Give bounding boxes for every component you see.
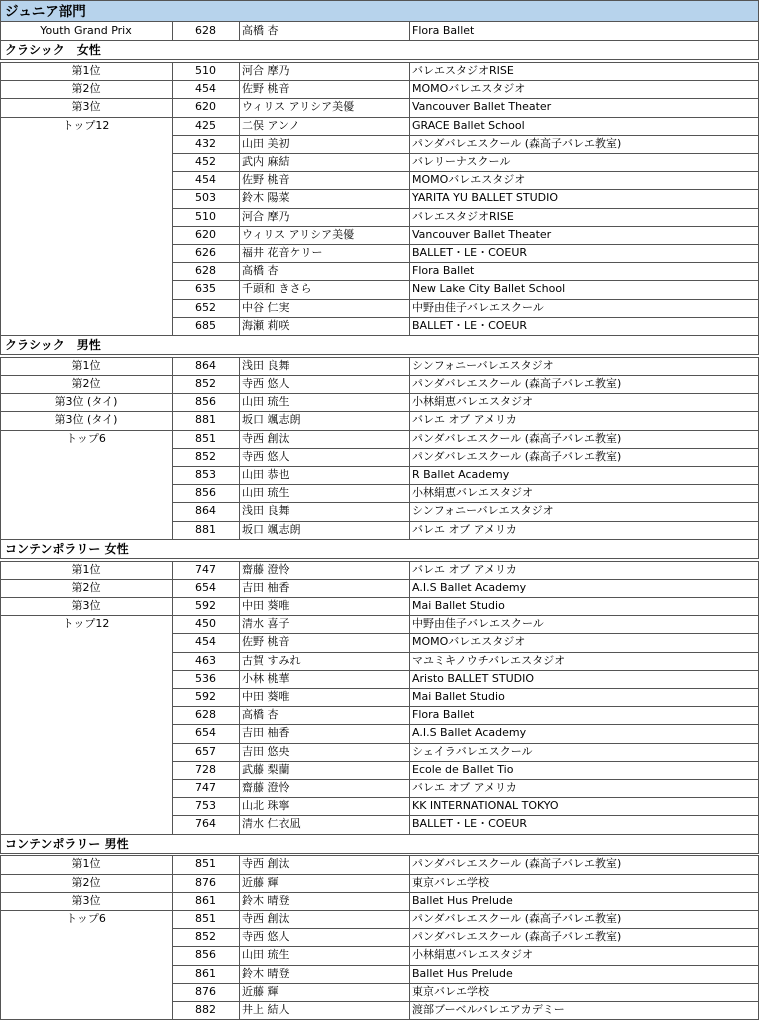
dancer-name-cell: 中谷 仁実 — [242, 300, 290, 314]
grid-line — [0, 62, 1, 335]
school-cell: Vancouver Ballet Theater — [412, 227, 552, 241]
school-cell: KK INTERNATIONAL TOKYO — [412, 799, 559, 813]
entry-number-cell: 851 — [195, 857, 216, 871]
entry-number-cell: 852 — [195, 449, 216, 463]
entry-number-cell: 463 — [195, 653, 216, 667]
rank-cell — [0, 743, 172, 761]
entry-number-cell: 628 — [195, 264, 216, 278]
school-cell: YARITA YU BALLET STUDIO — [412, 191, 559, 205]
table-row — [0, 928, 759, 946]
dancer-name-cell: 坂口 颯志朗 — [242, 522, 301, 536]
school-cell: R Ballet Academy — [412, 468, 510, 481]
school-cell: 東京バレエ学校 — [412, 875, 489, 889]
table-row — [0, 597, 759, 615]
entry-number-cell: 450 — [195, 617, 216, 631]
table-row — [0, 779, 759, 797]
dancer-name-cell: 高橋 杏 — [242, 264, 279, 278]
rank-cell — [0, 815, 172, 833]
rank-cell — [0, 983, 172, 1001]
table-row — [0, 262, 759, 280]
division-title-text: ジュニア部門 — [5, 4, 86, 20]
grid-line — [239, 561, 240, 834]
school-cell: A.I.S Ballet Academy — [412, 726, 527, 740]
school-cell: Flora Ballet — [412, 24, 475, 37]
school-cell: Mai Ballet Studio — [412, 690, 505, 703]
entry-number-cell: 876 — [195, 875, 216, 889]
school-cell: Ballet Hus Prelude — [412, 966, 513, 980]
entry-number-cell: 856 — [195, 948, 216, 962]
table-row — [0, 874, 759, 892]
table-row — [0, 983, 759, 1001]
table-row — [0, 117, 759, 135]
entry-number-cell: 861 — [195, 893, 216, 907]
dancer-name-cell: 寺西 創汰 — [242, 857, 290, 871]
entry-number-cell: 856 — [195, 395, 216, 409]
dancer-name-cell: 福井 花音ケリー — [242, 246, 323, 259]
rank-cell — [0, 299, 172, 317]
table-row — [0, 135, 759, 153]
dancer-name-cell: 鈴木 晴登 — [242, 966, 290, 980]
table-row — [0, 448, 759, 466]
table-row — [0, 466, 759, 484]
entry-number-cell: 510 — [195, 209, 216, 223]
rank-cell: 第3位 (タイ) — [54, 395, 118, 409]
entry-number-cell: 881 — [195, 522, 216, 536]
rank-cell: トップ6 — [66, 431, 106, 445]
rank-cell — [0, 688, 172, 706]
school-cell: MOMOバレエスタジオ — [412, 82, 526, 96]
school-cell: New Lake City Ballet School — [412, 282, 566, 296]
rank-cell — [0, 724, 172, 742]
table-row — [0, 855, 759, 873]
entry-number-cell: 654 — [195, 726, 216, 740]
rank-cell — [0, 928, 172, 946]
entry-number-cell: 503 — [195, 191, 216, 205]
table-row — [0, 910, 759, 928]
dancer-name-cell: 鈴木 晴登 — [242, 893, 290, 907]
rank-cell: 第1位 — [71, 64, 101, 77]
dancer-name-cell: 寺西 創汰 — [242, 912, 290, 925]
entry-number-cell: 685 — [195, 318, 216, 332]
entry-number-cell: 652 — [195, 300, 216, 314]
rank-cell — [0, 1001, 172, 1019]
table-row — [0, 892, 759, 910]
school-cell: バレエ オブ アメリカ — [412, 413, 517, 427]
school-cell: Vancouver Ballet Theater — [412, 100, 552, 114]
rank-cell — [0, 466, 172, 484]
entry-number-cell: 628 — [195, 708, 216, 722]
table-row — [0, 706, 759, 724]
rank-cell: 第2位 — [71, 580, 101, 594]
entry-number-cell: 425 — [195, 118, 216, 132]
rank-cell — [0, 965, 172, 983]
dancer-name-cell: 佐野 桃音 — [242, 82, 290, 96]
entry-number-cell: 861 — [195, 966, 216, 980]
entry-number-cell: 853 — [195, 468, 216, 481]
school-cell: 小林絹恵バレエスタジオ — [412, 486, 533, 500]
dancer-name-cell: 吉田 柚香 — [242, 580, 290, 594]
school-cell: 小林絹恵バレエスタジオ — [412, 395, 533, 409]
school-cell: シンフォニーバレエスタジオ — [412, 358, 554, 372]
entry-number-cell: 851 — [195, 431, 216, 445]
grid-line — [239, 62, 240, 335]
dancer-name-cell: 寺西 創汰 — [242, 431, 290, 445]
dancer-name-cell: 中田 葵唯 — [242, 690, 290, 703]
rank-cell: 第1位 — [71, 562, 101, 576]
grand-prix-row — [0, 22, 759, 40]
rank-cell: 第2位 — [71, 875, 101, 889]
dancer-name-cell: 坂口 颯志朗 — [242, 413, 301, 427]
table-row — [0, 411, 759, 429]
school-cell: BALLET・LE・COEUR — [412, 817, 528, 831]
rank-cell — [0, 135, 172, 153]
table-row — [0, 98, 759, 116]
dancer-name-cell: 寺西 悠人 — [242, 930, 290, 944]
dancer-name-cell: 寺西 悠人 — [242, 449, 290, 463]
school-cell: Ballet Hus Prelude — [412, 893, 513, 907]
grid-line — [239, 855, 240, 1019]
section-header — [0, 40, 759, 60]
entry-number-cell: 657 — [195, 744, 216, 758]
rank-cell — [0, 317, 172, 335]
entry-number-cell: 852 — [195, 377, 216, 390]
dancer-name-cell: 浅田 良舞 — [242, 504, 290, 518]
entry-number-cell: 536 — [195, 671, 216, 685]
rank-cell — [0, 946, 172, 964]
table-row — [0, 797, 759, 815]
dancer-name-cell: 井上 結人 — [242, 1003, 290, 1016]
dancer-name-cell: 寺西 悠人 — [242, 377, 290, 390]
dancer-name-cell: 山田 琉生 — [242, 486, 290, 500]
rank-cell: トップ6 — [66, 912, 106, 925]
rank-cell — [0, 797, 172, 815]
school-cell: パンダバレエスクール (森高子バレエ教室) — [412, 857, 622, 871]
dancer-name-cell: 高橋 杏 — [242, 24, 279, 37]
school-cell: バレエスタジオRISE — [412, 64, 514, 77]
table-row — [0, 280, 759, 298]
entry-number-cell: 753 — [195, 799, 216, 813]
rank-cell: 第1位 — [71, 358, 101, 372]
grid-line — [172, 62, 173, 335]
rank-cell — [0, 262, 172, 280]
dancer-name-cell: ウィリス アリシア美優 — [242, 100, 355, 114]
dancer-name-cell: 清水 仁衣凪 — [242, 817, 301, 831]
entry-number-cell: 881 — [195, 413, 216, 427]
section-header-label: クラシック 男性 — [5, 338, 101, 352]
rank-cell: 第2位 — [71, 82, 101, 96]
entry-number-cell: 432 — [195, 136, 216, 150]
school-cell: バレエ オブ アメリカ — [412, 562, 517, 576]
dancer-name-cell: 鈴木 陽菜 — [242, 191, 290, 205]
table-row — [0, 430, 759, 448]
school-cell: パンダバレエスクール (森高子バレエ教室) — [412, 449, 622, 463]
entry-number-cell: 592 — [195, 690, 216, 703]
table-row — [0, 1001, 759, 1019]
rank-cell — [0, 189, 172, 207]
rank-cell — [0, 153, 172, 171]
school-cell: 中野由佳子バレエスクール — [412, 617, 544, 631]
grid-line — [0, 561, 1, 834]
dancer-name-cell: 山北 珠寧 — [242, 799, 290, 813]
entry-number-cell: 864 — [195, 358, 216, 372]
section-header-label: クラシック 女性 — [5, 43, 101, 58]
grid-line — [0, 855, 759, 856]
section-header — [0, 335, 759, 355]
rank-cell — [0, 670, 172, 688]
grid-line — [409, 62, 410, 335]
rank-cell: トップ12 — [62, 118, 110, 132]
table-row — [0, 946, 759, 964]
entry-number-cell: 851 — [195, 912, 216, 925]
table-row — [0, 62, 759, 80]
grid-line — [409, 855, 410, 1019]
dancer-name-cell: 佐野 桃音 — [242, 635, 290, 649]
dancer-name-cell: 齋藤 澄怜 — [242, 562, 290, 576]
table-row — [0, 633, 759, 651]
school-cell: BALLET・LE・COEUR — [412, 318, 528, 332]
entry-number-cell: 510 — [195, 64, 216, 77]
school-cell: Flora Ballet — [412, 708, 475, 722]
grid-line — [0, 855, 1, 1019]
rank-cell — [0, 448, 172, 466]
dancer-name-cell: 佐野 桃音 — [242, 173, 290, 187]
school-cell: MOMOバレエスタジオ — [412, 173, 526, 187]
section-header-label: コンテンポラリー 男性 — [5, 836, 129, 851]
division-title — [0, 0, 759, 22]
section-header — [0, 834, 759, 854]
grid-line — [409, 22, 410, 40]
table-row — [0, 688, 759, 706]
entry-number-cell: 764 — [195, 817, 216, 831]
entry-number-cell: 620 — [195, 227, 216, 241]
school-cell: 渡部ブーベルバレエアカデミー — [412, 1003, 565, 1016]
entry-number-cell: 654 — [195, 580, 216, 594]
rank-cell: 第2位 — [71, 377, 101, 390]
table-row — [0, 761, 759, 779]
section-header — [0, 539, 759, 559]
rank-cell — [0, 652, 172, 670]
table-row — [0, 615, 759, 633]
school-cell: バレエスタジオRISE — [412, 209, 514, 223]
dancer-name-cell: 河合 摩乃 — [242, 64, 290, 77]
dancer-name-cell: 近藤 輝 — [242, 984, 279, 998]
table-row — [0, 80, 759, 98]
rank-cell — [0, 633, 172, 651]
entry-number-cell: 454 — [195, 173, 216, 187]
rank-cell: トップ12 — [62, 617, 110, 631]
table-row — [0, 317, 759, 335]
dancer-name-cell: 吉田 悠央 — [242, 744, 290, 758]
rank-cell — [0, 208, 172, 226]
school-cell: Ecole de Ballet Tio — [412, 762, 514, 776]
dancer-name-cell: 古賀 すみれ — [242, 653, 301, 667]
school-cell: パンダバレエスクール (森高子バレエ教室) — [412, 136, 622, 150]
table-row — [0, 815, 759, 833]
dancer-name-cell: ウィリス アリシア美優 — [242, 227, 355, 241]
rank-cell — [0, 226, 172, 244]
rank-cell: 第3位 (タイ) — [54, 413, 118, 427]
entry-number-cell: 876 — [195, 984, 216, 998]
table-row — [0, 484, 759, 502]
rank-cell: 第3位 — [71, 893, 101, 907]
table-row — [0, 299, 759, 317]
grid-line — [239, 22, 240, 40]
grid-line — [409, 561, 410, 834]
school-cell: バレリーナスクール — [412, 155, 511, 168]
rank-cell: 第1位 — [71, 857, 101, 871]
table-row — [0, 743, 759, 761]
entry-number-cell: 454 — [195, 82, 216, 96]
dancer-name-cell: 河合 摩乃 — [242, 209, 290, 223]
school-cell: MOMOバレエスタジオ — [412, 635, 526, 649]
school-cell: 東京バレエ学校 — [412, 984, 489, 998]
dancer-name-cell: 山田 琉生 — [242, 948, 290, 962]
table-row — [0, 670, 759, 688]
rank-cell — [0, 761, 172, 779]
dancer-name-cell: 山田 琉生 — [242, 395, 290, 409]
table-row — [0, 561, 759, 579]
dancer-name-cell: 清水 喜子 — [242, 617, 290, 631]
table-row — [0, 393, 759, 411]
dancer-name-cell: 中田 葵唯 — [242, 599, 290, 612]
dancer-name-cell: 海瀬 莉咲 — [242, 318, 290, 332]
dancer-name-cell: 山田 美初 — [242, 136, 290, 150]
rank-cell — [0, 171, 172, 189]
rank-cell — [0, 244, 172, 262]
table-row — [0, 375, 759, 393]
table-row — [0, 244, 759, 262]
entry-number-cell: 626 — [195, 246, 216, 259]
rank-cell — [0, 280, 172, 298]
school-cell: Aristo BALLET STUDIO — [412, 671, 534, 685]
rank-cell: Youth Grand Prix — [40, 24, 132, 37]
entry-number-cell: 454 — [195, 635, 216, 649]
table-row — [0, 965, 759, 983]
school-cell: BALLET・LE・COEUR — [412, 246, 528, 259]
school-cell: A.I.S Ballet Academy — [412, 580, 527, 594]
dancer-name-cell: 千頭和 きさら — [242, 282, 312, 296]
dancer-name-cell: 浅田 良舞 — [242, 358, 290, 372]
grid-line — [0, 357, 759, 358]
school-cell: 小林絹恵バレエスタジオ — [412, 948, 533, 962]
school-cell: パンダバレエスクール (森高子バレエ教室) — [412, 930, 622, 944]
rank-cell — [0, 706, 172, 724]
section-header-label: コンテンポラリー 女性 — [5, 541, 129, 556]
rank-cell — [0, 502, 172, 520]
grid-line — [172, 855, 173, 1019]
dancer-name-cell: 高橋 杏 — [242, 708, 279, 722]
school-cell: パンダバレエスクール (森高子バレエ教室) — [412, 431, 622, 445]
table-row — [0, 171, 759, 189]
grid-line — [0, 561, 759, 562]
grid-line — [0, 22, 1, 40]
grid-line — [172, 561, 173, 834]
grid-line — [239, 357, 240, 539]
grid-line — [0, 62, 759, 63]
entry-number-cell: 747 — [195, 781, 216, 794]
dancer-name-cell: 小林 桃華 — [242, 671, 290, 685]
entry-number-cell: 728 — [195, 762, 216, 776]
dancer-name-cell: 武藤 梨蘭 — [242, 762, 290, 776]
dancer-name-cell: 山田 恭也 — [242, 468, 290, 481]
rank-cell — [0, 521, 172, 539]
school-cell: GRACE Ballet School — [412, 118, 525, 132]
entry-number-cell: 856 — [195, 486, 216, 500]
table-row — [0, 189, 759, 207]
school-cell: バレエ オブ アメリカ — [412, 781, 517, 794]
entry-number-cell: 628 — [195, 24, 216, 37]
school-cell: 中野由佳子バレエスクール — [412, 300, 544, 314]
rank-cell: 第3位 — [71, 599, 101, 612]
entry-number-cell: 635 — [195, 282, 216, 296]
grid-line — [409, 357, 410, 539]
table-row — [0, 357, 759, 375]
table-row — [0, 502, 759, 520]
dancer-name-cell: 武内 麻結 — [242, 155, 290, 168]
table-row — [0, 652, 759, 670]
rank-cell — [0, 779, 172, 797]
table-row — [0, 226, 759, 244]
dancer-name-cell: 二俣 アンノ — [242, 118, 300, 132]
entry-number-cell: 620 — [195, 100, 216, 114]
table-row — [0, 579, 759, 597]
grid-line — [172, 22, 173, 40]
grid-line — [0, 1019, 759, 1020]
entry-number-cell: 452 — [195, 155, 216, 168]
dancer-name-cell: 吉田 柚香 — [242, 726, 290, 740]
entry-number-cell: 592 — [195, 599, 216, 612]
grid-line — [0, 357, 1, 539]
table-row — [0, 521, 759, 539]
school-cell: Mai Ballet Studio — [412, 599, 505, 612]
entry-number-cell: 882 — [195, 1003, 216, 1016]
school-cell: マユミキノウチバレエスタジオ — [412, 653, 566, 667]
grid-line — [172, 357, 173, 539]
entry-number-cell: 852 — [195, 930, 216, 944]
school-cell: パンダバレエスクール (森高子バレエ教室) — [412, 912, 622, 925]
school-cell: シェイラバレエスクール — [412, 744, 533, 758]
school-cell: バレエ オブ アメリカ — [412, 522, 517, 536]
rank-cell — [0, 484, 172, 502]
table-row — [0, 724, 759, 742]
school-cell: パンダバレエスクール (森高子バレエ教室) — [412, 377, 622, 390]
school-cell: シンフォニーバレエスタジオ — [412, 504, 554, 518]
entry-number-cell: 864 — [195, 504, 216, 518]
table-row — [0, 153, 759, 171]
table-row — [0, 208, 759, 226]
school-cell: Flora Ballet — [412, 264, 475, 278]
entry-number-cell: 747 — [195, 562, 216, 576]
dancer-name-cell: 近藤 輝 — [242, 875, 279, 889]
dancer-name-cell: 齋藤 澄怜 — [242, 781, 290, 794]
rank-cell: 第3位 — [71, 100, 101, 114]
